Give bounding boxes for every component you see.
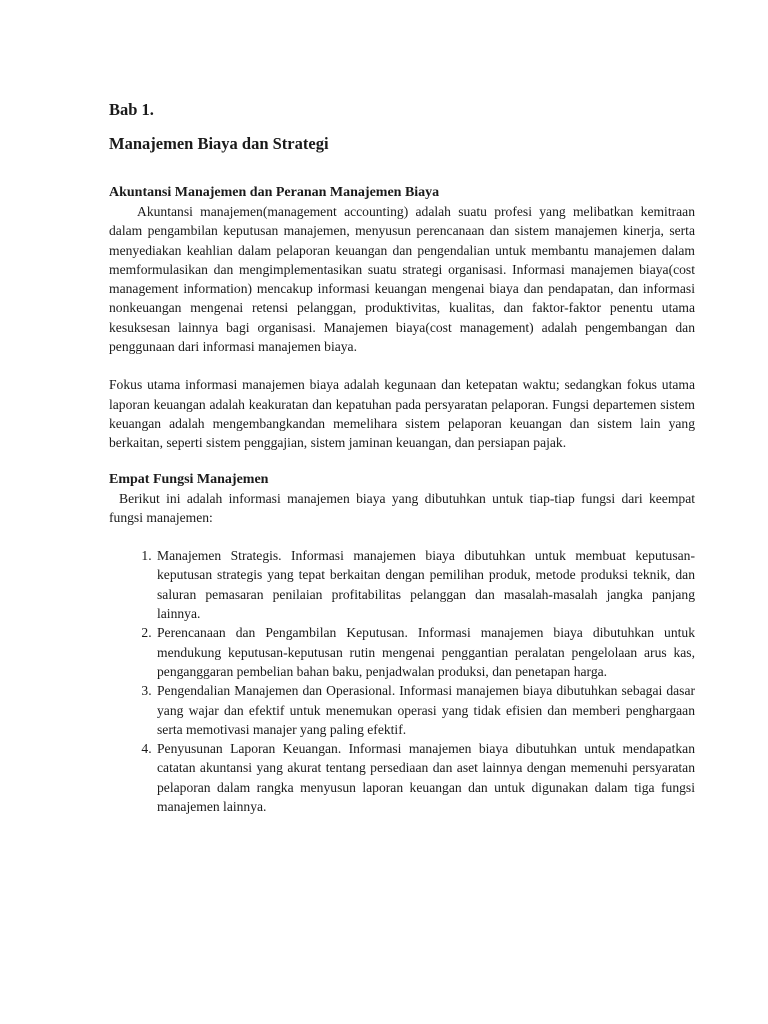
section-heading-empat-fungsi: Empat Fungsi Manajemen — [109, 471, 269, 487]
document-page — [109, 100, 695, 816]
list-item: 1. Manajemen Strategis. Informasi manajemen biaya dibutuhkan untuk membuat keputusan-keputusan strategis yang tepat berkaitan dengan pemilihan produk, metode produksi teknik, dan saluran pemasaran penilaian profitabilitas pelanggan dan masalah-masalah jangka panjang lainnya. — [155, 546, 695, 623]
list-item: 3. Pengendalian Manajemen dan Operasional. Informasi manajemen biaya dibutuhkan sebagai dasar yang wajar dan efektif untuk menemukan operasi yang tidak efisien dan memberi penghargaan serta memotivasi manajer yang paling efektif. — [155, 681, 695, 739]
paragraph-akuntansi-manajemen: Akuntansi manajemen(management accounting) adalah suatu profesi yang melibatkan kemitraan dalam pengambilan keputusan manajemen, menyusun perencanaan dan sistem manajemen kinerja, serta menyediakan keahlian dalam pelaporan keuangan dan pengendalian untuk membantu manajemen dalam memformulasikan dan mengimplementasikan suatu strategi organisasi. Informasi manajemen biaya(cost management information) mencakup informasi keuangan mengenai biaya dan pendapatan, dan informasi nonkeuangan mengenai retensi pelanggan, produktivitas, kualitas, dan faktor-faktor penentu utama kesuksesan lainnya bagi organisasi. Manajemen biaya(cost management) adalah pengembangan dan penggunaan dari informasi manajemen biaya. — [109, 204, 695, 355]
fungsi-manajemen-list — [109, 546, 695, 816]
section-heading-akuntansi: Akuntansi Manajemen dan Peranan Manajemen Biaya — [109, 185, 440, 200]
list-item: 2. Perencanaan dan Pengambilan Keputusan. Informasi manajemen biaya dibutuhkan untuk mendukung keputusan-keputusan rutin mengenai penggantian peralatan pengelolaan arus kas, penganggaran pembelian bahan baku, penjadwalan produksi, dan penetapan harga. — [155, 623, 695, 681]
list-item: 4. Penyusunan Laporan Keuangan. Informasi manajemen biaya dibutuhkan untuk mendapatkan catatan akuntansi yang akurat tentang persediaan dan aset lainnya dengan memenuhi persyaratan pelaporan dalam rangka menyusun laporan keuangan dan untuk digunakan dalam tiga fungsi manajemen lainnya. — [155, 739, 695, 816]
paragraph-intro-fungsi: Berikut ini adalah informasi manajemen biaya yang dibutuhkan untuk tiap-tiap fungsi dari keempat fungsi manajemen: — [109, 490, 695, 525]
chapter-heading: Bab 1. — [109, 100, 154, 119]
paragraph-fokus-utama: Fokus utama informasi manajemen biaya adalah kegunaan dan ketepatan waktu; sedangkan fokus utama laporan keuangan adalah keakuratan dan kepatuhan pada persyaratan pelaporan. Fungsi departemen sistem keuangan adalah mengembangkandan memelihara sistem pelaporan keuangan dan sistem lain yang berkaitan, seperti sistem penggajian, sistem jaminan keuangan, dan persiapan pajak. — [109, 377, 695, 451]
chapter-title: Manajemen Biaya dan Strategi — [109, 134, 329, 153]
